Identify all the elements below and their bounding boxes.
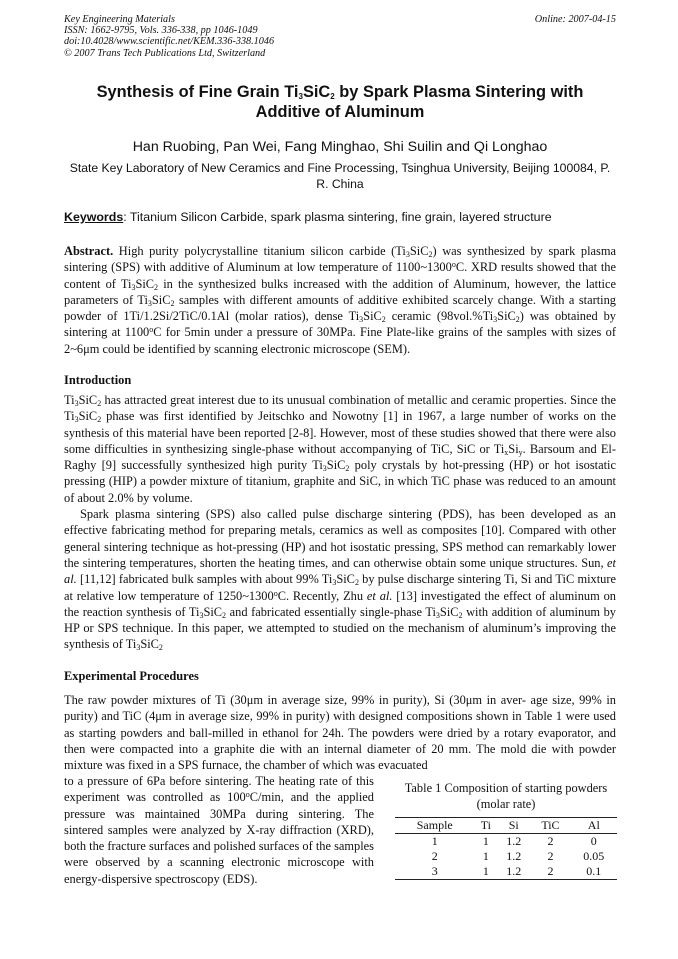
experimental-body-full: The raw powder mixtures of Ti (30μm in average size, 99% in purity), Si (30μm in aver- age size, 99% in purity) and TiC (4μm in average size, 99% in purity) with designed compositions shown in Table 1 were used as starting powders and ball-milled in ethanol for 24h. The powders were dried by a rotary evaporator, and then were compacted into a graphite die with an internal diameter of 20 mm. The mold die with powder mixture was fixed in a SPS furnace, the chamber of which was evacuated bbox=[64, 693, 616, 773]
table-header-cell: Si bbox=[508, 818, 519, 832]
issn-line: ISSN: 1662-9795, Vols. 336-338, pp 1046-1049 bbox=[64, 25, 258, 37]
table-caption: Table 1 Composition of starting powders (molar rate) bbox=[404, 781, 608, 812]
experimental-body-narrow: to a pressure of 6Pa before sintering. The heating rate of this experiment was controlled as 100$^o$C/min, and the applied pressure was maintained 30MPa during sintering. The sintered samples were analyzed by X-ray diffraction (XRD), both the fracture surfaces and polished surfaces of the samples were observed by a scanning electronic microscope with energy-dispersive spectroscopy (EDS). bbox=[64, 774, 374, 886]
table-cell: 2 bbox=[431, 849, 438, 863]
copyright-line: © 2007 Trans Tech Publications Ltd, Switzerland bbox=[64, 47, 266, 59]
composition-table bbox=[395, 817, 617, 880]
table-cell: 0.05 bbox=[583, 849, 605, 863]
table-cell: 2 bbox=[547, 849, 554, 863]
table-cell: 1.2 bbox=[506, 849, 522, 863]
table-row bbox=[395, 864, 617, 880]
table-header-cell: TiC bbox=[541, 818, 560, 832]
table-cell: 0.1 bbox=[586, 864, 602, 878]
table-header-cell: Ti bbox=[480, 818, 491, 832]
author-list: Han Ruobing, Pan Wei, Fang Minghao, Shi Suilin and Qi Longhao bbox=[132, 139, 548, 155]
online-date: Online: 2007-04-15 bbox=[534, 14, 616, 25]
introduction-body bbox=[64, 392, 616, 653]
introduction-heading: Introduction bbox=[64, 373, 132, 387]
table-cell: 1 bbox=[482, 834, 489, 848]
table-header-row bbox=[395, 818, 617, 834]
table-cell: 1.2 bbox=[506, 834, 522, 848]
table-cell: 2 bbox=[547, 864, 554, 878]
table-header-cell: Sample bbox=[416, 818, 453, 832]
table-row bbox=[395, 834, 617, 850]
affiliation: State Key Laboratory of New Ceramics and Fine Processing, Tsinghua University, Beijing 100084, P. R. China bbox=[69, 161, 611, 191]
table-cell: 1 bbox=[482, 864, 489, 878]
intro-paragraph-1: $Ti_3SiC_2$ has attracted great interest due to its unusual combination of metallic and ceramic properties. Since the $Ti_3SiC_2$ phase was first identified by Jeitschko and Nowotny [1] in 1967, a large number of works on the synthesis of this material have been reported [2-8]. However, most of these studies showed that there were also some difficulties in synthesizing single-phase without accompanying of TiC, SiC or $Ti_xSi_y$. Barsoum and El-Raghy [9] successfully synthesized high purity $Ti_3SiC_2$ poly crystals by hot-pressing (HP) or hot isostatic pressing (HIP) a powder mixture of titanium, graphite and SiC, in which TiC phase was reduced to an amount of about 2.0% by volume. bbox=[64, 393, 616, 505]
table-header-cell: Al bbox=[587, 818, 600, 832]
abstract-paragraph: Abstract. High purity polycrystalline titanium silicon carbide $(Ti_3SiC_2)$ was synthesized by spark plasma sintering (SPS) with additive of Aluminum at low temperature of 1100~1300$^o$C. XRD results showed that the content of $Ti_3SiC_2$ in the synthesized bulks increased with the addition of Aluminum, however, the lattice parameters of $Ti_3SiC_2$ samples with different amounts of additive exhibited scarcely change. With a starting powder of 1Ti/1.2Si/2TiC/0.1Al (molar ratios), dense $Ti_3SiC_2$ ceramic $(98vol.\%Ti_3SiC_2)$ was obtained by sintering at 1100$^o$C for 5min under a pressure of 30MPa. Fine Plate-like grains of the samples with sizes of 2~6μm could be identified by scanning electronic microscope (SEM). bbox=[64, 244, 616, 356]
table-cell: 1.2 bbox=[506, 864, 522, 878]
experimental-heading: Experimental Procedures bbox=[64, 669, 199, 683]
abstract-label: Abstract. bbox=[64, 244, 114, 258]
keywords-line: Keywords: Titanium Silicon Carbide, spark plasma sintering, fine grain, layered structure bbox=[64, 210, 552, 224]
table-row bbox=[395, 849, 617, 864]
keywords-text: Titanium Silicon Carbide, spark plasma sintering, fine grain, layered structure bbox=[129, 210, 552, 224]
intro-paragraph-2: Spark plasma sintering (SPS) also called pulse discharge sintering (PDS), has been developed as an effective fabricating method for preparing metals, ceramics as well as composites [10]. Compared with other general sintering technique as hot-pressing (HP) and hot isostatic pressing, SPS method can remarkably lower the sintering temperatures, shorten the heating times, and can otherwise obtain some unique structures. Sun, et al. [11,12] fabricated bulk samples with about 99% $Ti_3SiC_2$ by pulse discharge sintering Ti, Si and TiC mixture at relative low temperature of 1250~1300$^o$C. Recently, Zhu et al. [13] investigated the effect of aluminum on the reaction synthesis of $Ti_3SiC_2$ and fabricated essentially single-phase $Ti_3SiC_2$ with addition of aluminum by HP or SPS technique. In this paper, we attempted to studied on the mechanism of aluminum’s improving the synthesis of $Ti_3SiC_2$ bbox=[64, 507, 617, 653]
journal-name: Key Engineering Materials bbox=[64, 14, 175, 25]
table-cell: 3 bbox=[431, 864, 438, 878]
table-cell: 2 bbox=[547, 834, 554, 848]
keywords-label: Keywords bbox=[64, 210, 124, 224]
doi-line: doi:10.4028/www.scientific.net/KEM.336-338.1046 bbox=[64, 36, 275, 48]
table-cell: 1 bbox=[482, 849, 489, 863]
table-cell: 0 bbox=[590, 834, 597, 848]
paper-title: Synthesis of Fine Grain $Ti_3SiC_2$ by Spark Plasma Sintering with Additive of Aluminum bbox=[96, 83, 584, 121]
table-cell: 1 bbox=[431, 834, 438, 848]
journal-header bbox=[64, 14, 616, 59]
